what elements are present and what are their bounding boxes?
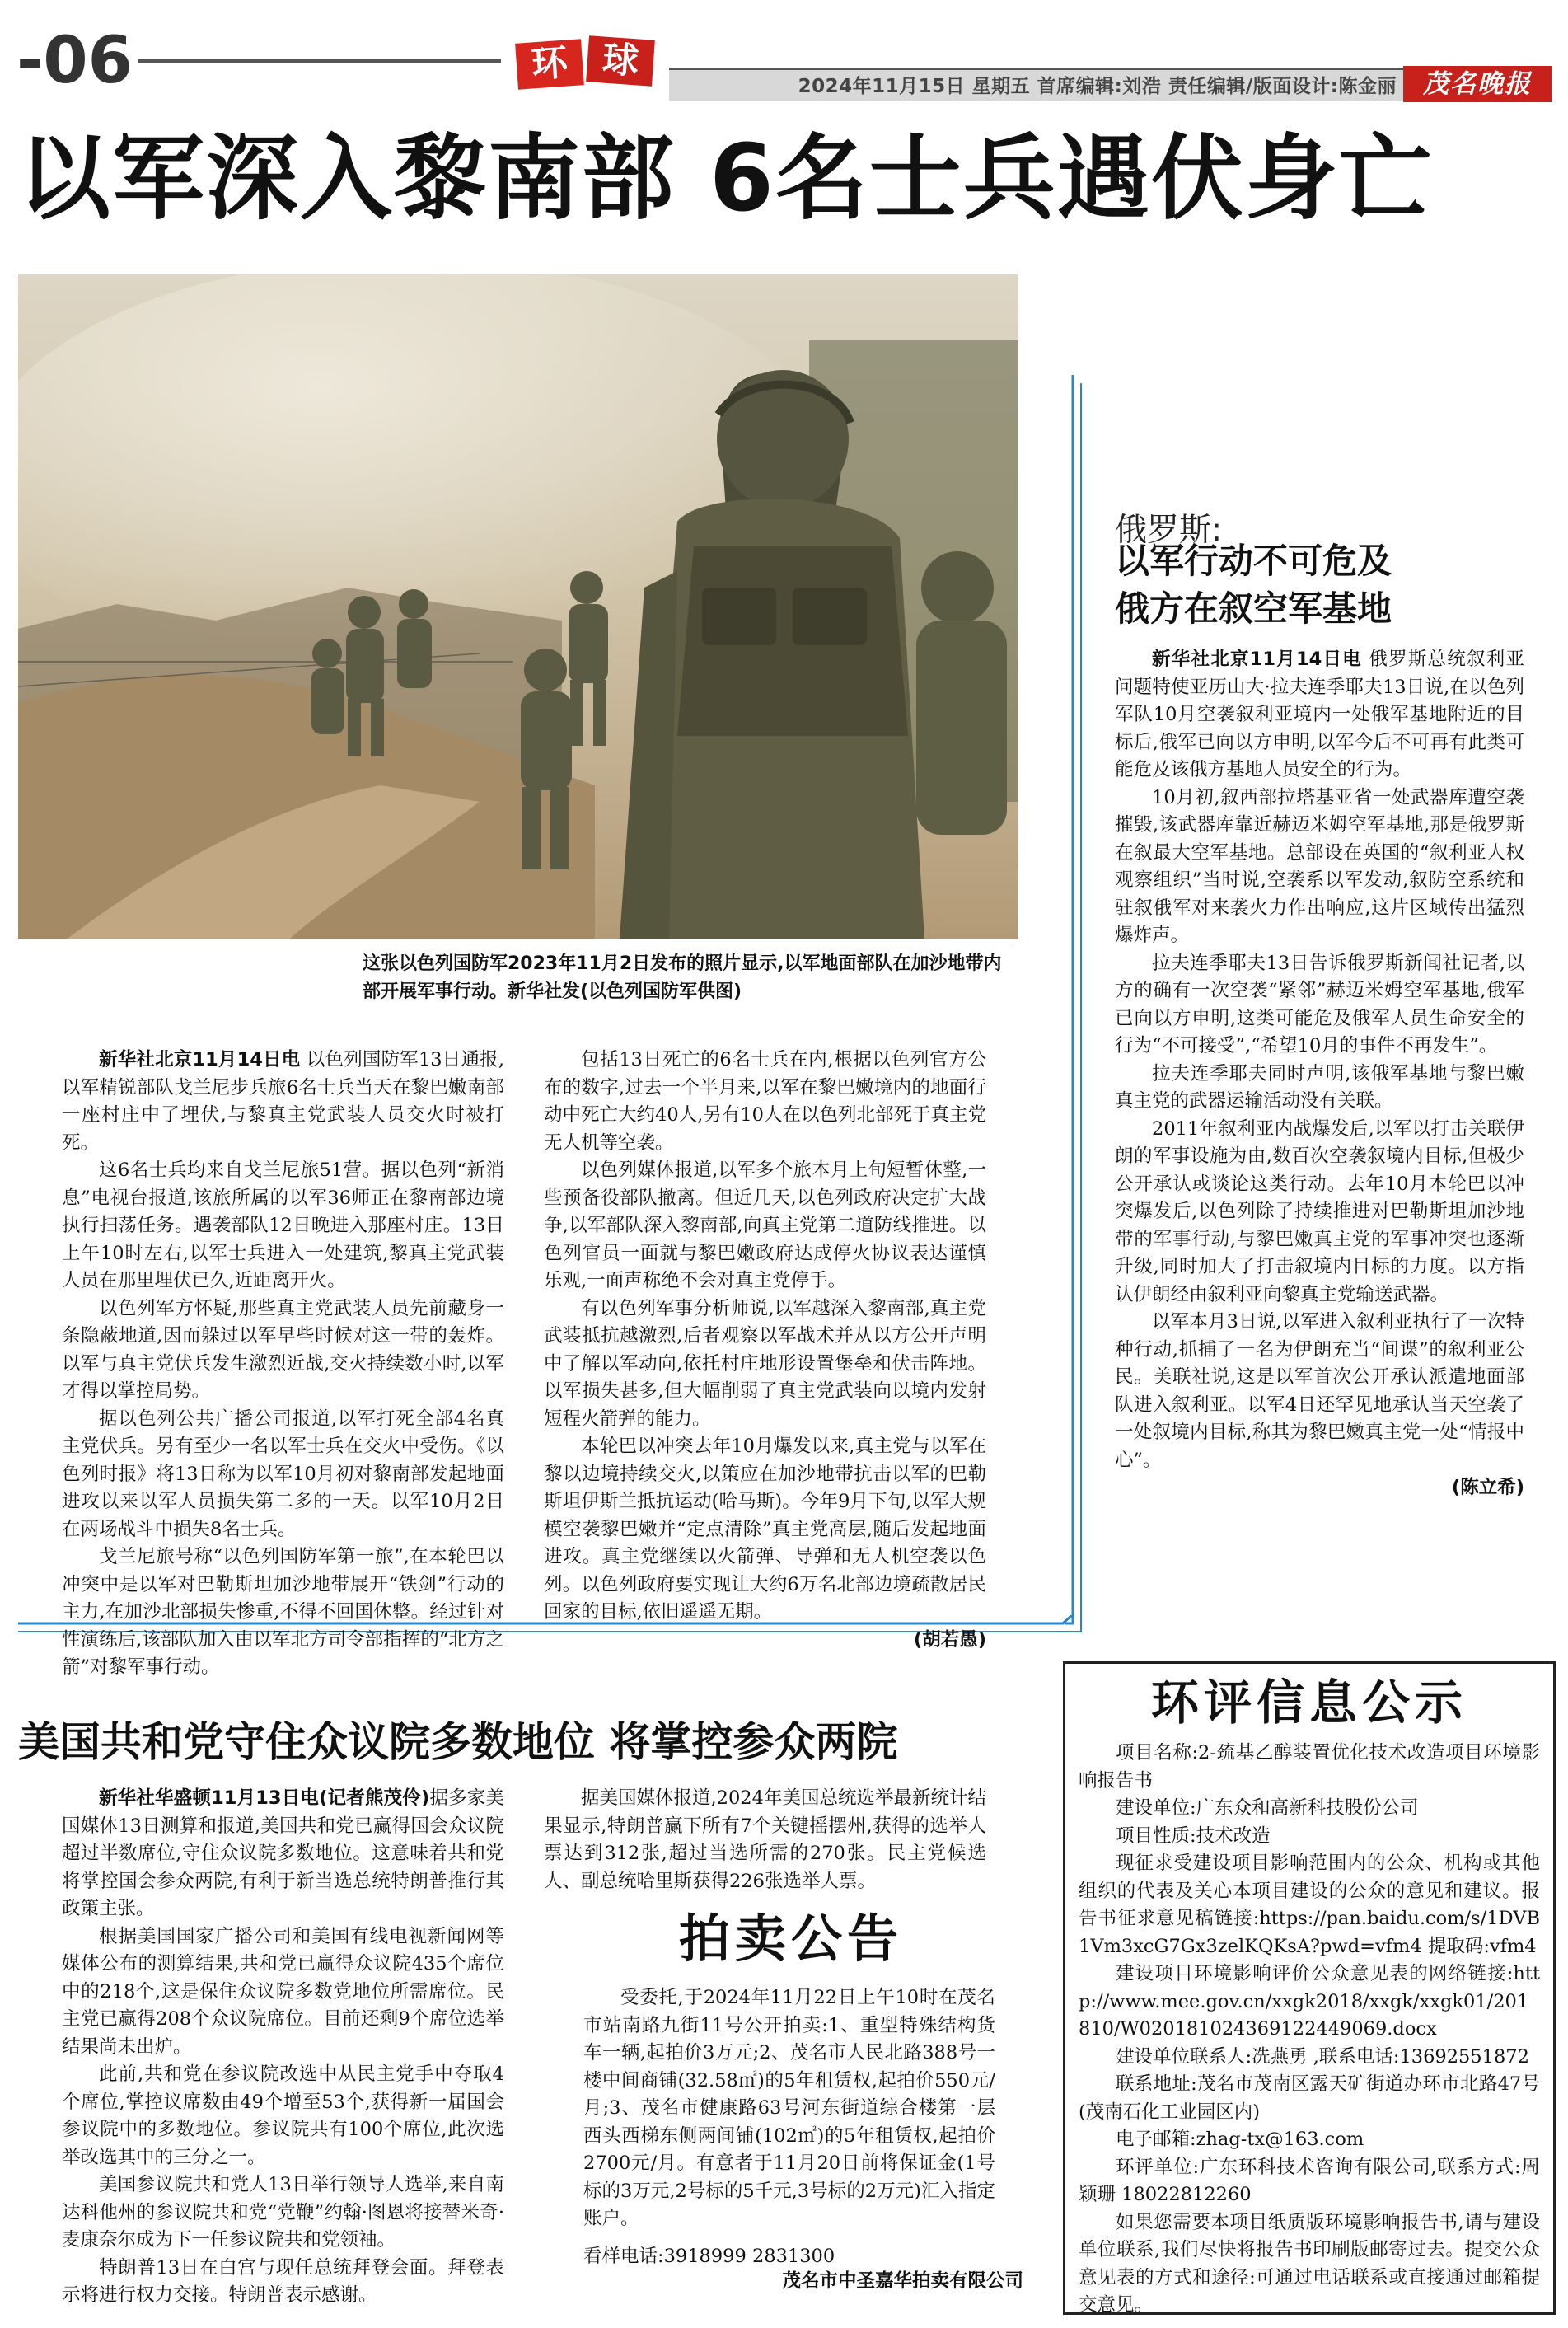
- paragraph: 据以色列公共广播公司报道,以军打死全部4名真主党伏兵。另有至少一名以军士兵在交火中受伤。《以色列时报》将13日称为以军10月初对黎南部发起地面进攻以来以军人员损失第二多的一天。以军10月2日在两场战斗中损失8名士兵。: [62, 1408, 504, 1540]
- paragraph: 本轮巴以冲突去年10月爆发以来,真主党与以军在黎以边境持续交火,以策应在加沙地带抗击以军的巴勒斯坦伊斯兰抵抗运动(哈马斯)。今年9月下旬,以军大规模空袭黎巴嫩并“定点清除”真主党高层,随后发起地面进攻。真主党继续以火箭弹、导弹和无人机空袭以色列。以色列政府要实现让大约6万名北部边境疏散居民回家的目标,依旧遥遥无期。: [544, 1436, 986, 1623]
- paragraph: 如果您需要本项目纸质版环境影响报告书,请与建设单位联系,我们尽快将报告书印刷版邮寄过去。提交公众意见表的方式和途径:可通过电话联系或直接通过邮箱提交意见。: [1079, 2211, 1540, 2316]
- israel-body-col-1: [62, 1047, 504, 1682]
- env-notice-body: [1079, 1740, 1540, 2320]
- auction-company: 茂名市中圣嘉华拍卖有限公司: [782, 2270, 1023, 2292]
- russia-body: [1115, 646, 1524, 1502]
- russia-title: [1115, 537, 1543, 633]
- header-rule: [138, 59, 501, 63]
- paragraph: 现征求受建设项目影响范围内的公众、机构或其他组织的代表及关心本项目建设的公众的意见和建议。报告书征求意见稿链接:https://pan.baidu.com/s/1DVB1Vm3xcG7Gx3zelKQKsA?pwd=vfm4 提取码:vfm4: [1079, 1853, 1540, 1957]
- paragraph-text: 俄罗斯总统叙利亚问题特使亚历山大·拉夫连季耶夫13日说,在以色列军队10月空袭叙利亚境内一处俄军基地附近的目标后,俄军已向以方申明,以军今后不可再有此类可能危及该俄方基地人员安全的行为。: [1115, 649, 1524, 780]
- auction-notice: [544, 1902, 1038, 2298]
- us-body-col-1: [62, 1785, 504, 2310]
- paragraph: 项目名称:2-巯基乙醇装置优化技术改造项目环境影响报告书: [1079, 1742, 1540, 1792]
- main-headline: 以军深入黎南部 6名士兵遇伏身亡: [18, 125, 1433, 232]
- paragraph: 包括13日死亡的6名士兵在内,根据以色列官方公布的数字,过去一个半月来,以军在黎巴嫩境内的地面行动中死亡大约40人,另有10人在以色列北部死于真主党无人机等空袭。: [544, 1049, 986, 1154]
- paragraph: 电子邮箱:zhag-tx@163.com: [1116, 2129, 1364, 2150]
- author: (陈立希): [1451, 1477, 1524, 1498]
- paragraph: 这6名士兵均来自戈兰尼旅51营。据以色列“新消息”电视台报道,该旅所属的以军36师正在黎南部边境执行扫荡任务。遇袭部队12日晚进入那座村庄。13日上午10时左右,以军士兵进入一处建筑,黎真主党武装人员在那里埋伏已久,近距离开火。: [62, 1159, 504, 1291]
- us-body-col-2: [544, 1785, 986, 1895]
- paragraph: 拉夫连季耶夫同时声明,该俄军基地与黎巴嫩真主党的武器运输活动没有关联。: [1115, 1062, 1524, 1112]
- paragraph: 据美国媒体报道,2024年美国总统选举最新统计结果显示,特朗普赢下所有7个关键摇摆州,获得的选举人票达到312张,超过当选所需的270张。民主党候选人、副总统哈里斯获得226张选举人票。: [544, 1787, 986, 1892]
- dateline: 新华社北京11月14日电: [99, 1049, 301, 1070]
- photo-caption: 这张以色列国防军2023年11月2日发布的照片显示,以军地面部队在加沙地带内部开展军事行动。新华社发(以色列国防军供图): [363, 953, 1002, 1002]
- paragraph: 有以色列军事分析师说,以军越深入黎南部,真主党武装抵抗越激烈,后者观察以军战术并从以方公开声明中了解以军动向,依托村庄地形设置堡垒和伏击阵地。以军损失甚多,但大幅削弱了真主党武装向以境内发射短程火箭弹的能力。: [544, 1297, 986, 1430]
- paragraph: 戈兰尼旅号称“以色列国防军第一旅”,在本轮巴以冲突中是以军对巴勒斯坦加沙地带展开“铁剑”行动的主力,在加沙北部损失惨重,不得不回国休整。经过针对性演练后,该部队加入由以军北方司令部指挥的“北方之箭”对黎军事行动。: [62, 1546, 504, 1678]
- page-number: -06: [16, 24, 133, 98]
- russia-title-line-1: 以军行动不可危及: [1115, 541, 1392, 581]
- newspaper-logo: 茂名晚报: [1403, 66, 1552, 102]
- soldiers-photo-illustration: [18, 274, 1018, 939]
- paragraph: [62, 1785, 504, 1923]
- paragraph: 以色列军方怀疑,那些真主党武装人员先前藏身一条隐蔽地道,因而躲过以军早些时候对这一带的轰炸。以军与真主党伏兵发生激烈近战,交火持续数小时,以军才得以掌控局势。: [62, 1297, 504, 1402]
- paragraph: 2011年叙利亚内战爆发后,以军以打击关联伊朗的军事设施为由,数百次空袭叙境内目标,但极少公开承认或谈论这类行动。去年10月本轮巴以冲突爆发后,以色列除了持续推进对巴勒斯坦加沙地带的军事行动,与黎巴嫩真主党的军事冲突也逐渐升级,同时加大了打击叙境内目标的力度。以方指认伊朗经由叙利亚向黎真主党输送武器。: [1115, 1117, 1524, 1305]
- env-notice-title: 环评信息公示: [1150, 1675, 1467, 1731]
- section-tag-char-1: 环: [515, 39, 584, 89]
- section-tag-char-2: 球: [586, 35, 655, 86]
- paragraph: 建设单位联系人:冼燕勇 ,联系电话:13692551872: [1116, 2045, 1529, 2068]
- paragraph-text: 以色列国防军13日通报,以军精锐部队戈兰尼步兵旅6名士兵当天在黎巴嫩南部一座村庄中了埋伏,与黎真主党武装人员交火时被打死。: [62, 1049, 504, 1154]
- paragraph: 以色列媒体报道,以军多个旅本月上旬短暂休整,一些预备役部队撤离。但近几天,以色列政府决定扩大战争,以军部队深入黎南部,向真主党第二道防线推进。以色列官员一面就与黎巴嫩政府达成停火协议表达谨慎乐观,一面声称绝不会对真主党停手。: [544, 1159, 986, 1291]
- dateline: 新华社北京11月14日电: [1152, 649, 1362, 670]
- russia-kicker: 俄罗斯:: [1115, 512, 1223, 549]
- paragraph: 拉夫连季耶夫13日告诉俄罗斯新闻社记者,以方的确有一次空袭“紧邻”赫迈米姆空军基地,俄军已向以方申明,这类可能危及俄军人员生命安全的行为“不可接受”,“希望10月的事件不再发生”。: [1115, 952, 1524, 1056]
- paragraph: 受委托,于2024年11月22日上午10时在茂名市站南路九街11号公开拍卖:1、重型特殊结构货车一辆,起拍价3万元;2、茂名市人民北路388号一楼中间商铺(32.58㎡)的5年租赁权,起拍价550元/月;3、茂名市健康路63号河东街道综合楼第一层西头西梯东侧两间铺(102㎡)的5年租赁权,起拍价2700元/月。有意者于11月20日前将保证金(1号标的3万元,2号标的5千元,3号标的2万元)汇入指定账户。: [583, 1987, 995, 2229]
- paragraph: 美国参议院共和党人13日举行领导人选举,来自南达科他州的参议院共和党“党鞭”约翰·图恩将接替米奇·麦康奈尔成为下一任参议院共和党领袖。: [62, 2174, 504, 2251]
- dateline: 新华社华盛顿11月13日电(记者熊茂伶): [99, 1787, 430, 1809]
- section-tag: [517, 38, 658, 91]
- paragraph: 根据美国国家广播公司和美国有线电视新闻网等媒体公布的测算结果,共和党已赢得众议院435个席位中的218个,这是保住众议院多数党地位所需席位。民主党已赢得208个众议院席位。目前还剩9个席位选举结果尚未出炉。: [62, 1925, 504, 2058]
- header-info: 2024年11月15日 星期五 首席编辑:刘浩 责任编辑/版面设计:陈金丽: [798, 76, 1397, 97]
- auction-body: [583, 1984, 995, 2233]
- env-notice: [1063, 1661, 1556, 2315]
- paragraph: [62, 1047, 504, 1157]
- paragraph: 环评单位:广东环科技术咨询有限公司,联系方式:周颖珊 18022812260: [1079, 2156, 1540, 2205]
- us-story-title: 美国共和党守住众议院多数地位 将掌控参众两院: [18, 1718, 898, 1766]
- paragraph: 以军本月3日说,以军进入叙利亚执行了一次特种行动,抓捕了一名为伊朗充当“间谍”的叙利亚公民。美联社说,这是以军首次公开承认派遣地面部队进入叙利亚。以军4日还罕见地承认当天空袭了一处叙境内目标,称其为黎巴嫩真主党一处“情报中心”。: [1115, 1311, 1524, 1471]
- russia-title-line-2: 俄方在叙空军基地: [1115, 588, 1392, 629]
- paragraph: 项目性质:技术改造: [1116, 1824, 1271, 1847]
- paragraph: 特朗普13日在白宫与现任总统拜登会面。拜登表示将进行权力交接。特朗普表示感谢。: [62, 2256, 504, 2306]
- author: (胡若愚): [913, 1628, 986, 1651]
- paragraph: 此前,共和党在参议院改选中从民主党手中夺取4个席位,掌控议席数由49个增至53个,获得新一届国会参议院中的多数地位。参议院共有100个席位,此次选举改选其中的三分之一。: [62, 2063, 504, 2168]
- paragraph: 建设单位:广东众和高新科技股份公司: [1116, 1797, 1419, 1819]
- israel-body-col-2: [544, 1047, 986, 1654]
- paragraph: 建设项目环境影响评价公众意见表的网络链接:http://www.mee.gov.cn/xxgk2018/xxgk/xxgk01/201810/W020181024369122449069.docx: [1079, 1963, 1540, 2040]
- news-photo: [18, 274, 1018, 939]
- auction-phone: 看样电话:3918999 2831300: [583, 2246, 835, 2267]
- auction-title: 拍卖公告: [678, 1909, 903, 1969]
- paragraph-text: 据多家美国媒体13日测算和报道,美国共和党已赢得国会众议院超过半数席位,守住众议院多数地位。这意味着共和党将掌控国会参众两院,有利于新当选总统特朗普推行其政策主张。: [62, 1787, 504, 1919]
- paragraph: [1115, 646, 1524, 785]
- paragraph: 联系地址:茂名市茂南区露天矿街道办环市北路47号(茂南石化工业园区内): [1079, 2073, 1540, 2123]
- paragraph: 10月初,叙西部拉塔基亚省一处武器库遭空袭摧毁,该武器库靠近赫迈米姆空军基地,那是俄罗斯在叙最大空军基地。总部设在英国的“叙利亚人权观察组织”当时说,空袭系以军发动,叙防空系统和驻叙俄军对来袭火力作出响应,这片区域传出猛烈爆炸声。: [1115, 786, 1524, 946]
